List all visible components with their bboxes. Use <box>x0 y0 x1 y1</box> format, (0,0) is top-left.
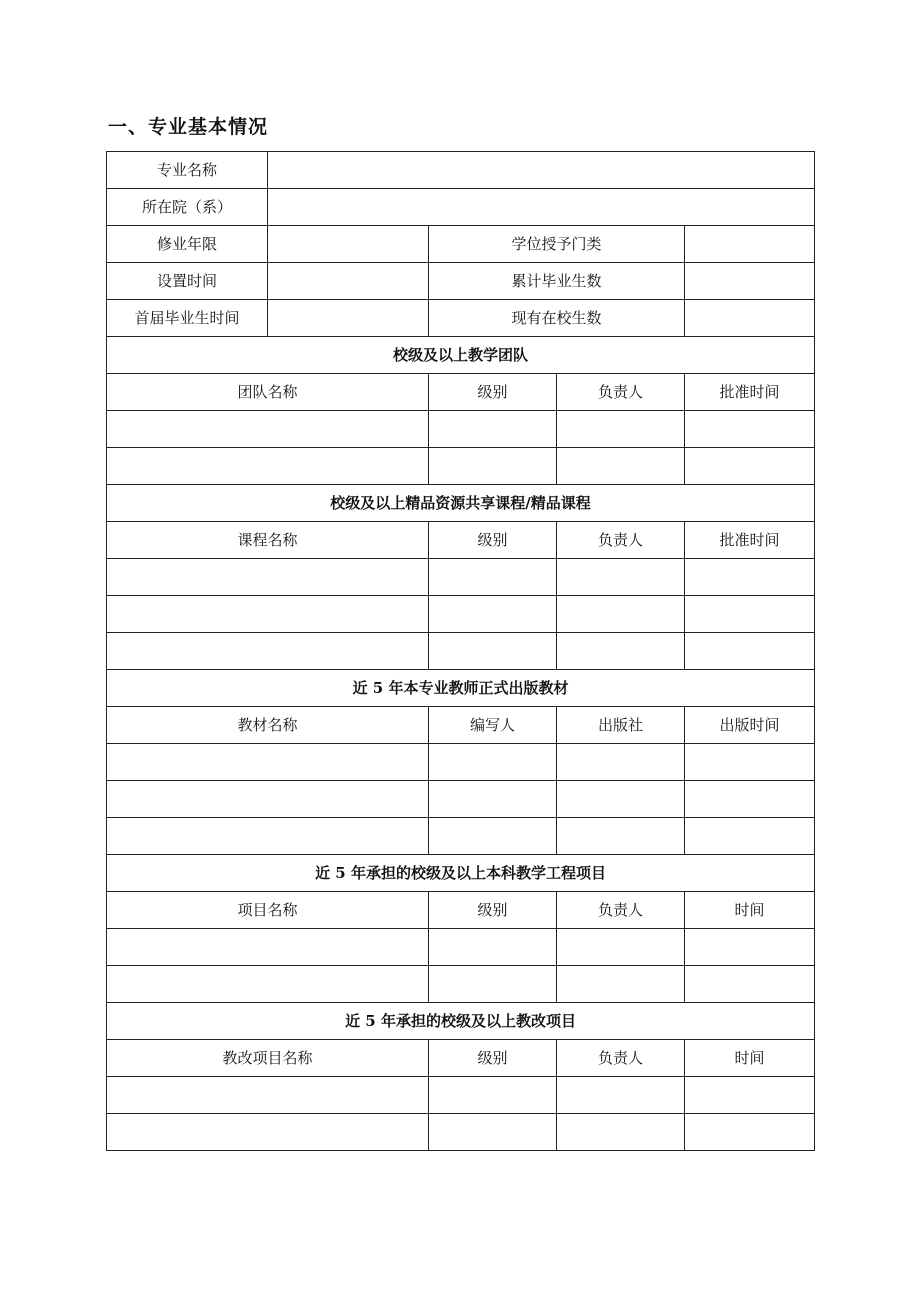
textbook-date-cell[interactable] <box>685 781 815 818</box>
course-leader-cell[interactable] <box>557 633 685 670</box>
engineering-date-cell[interactable] <box>685 966 815 1003</box>
table-row <box>107 596 815 633</box>
engineering-name-cell[interactable] <box>107 966 429 1003</box>
teams-col-level: 级别 <box>429 374 557 411</box>
textbook-author-cell[interactable] <box>429 744 557 781</box>
textbooks-col-date: 出版时间 <box>685 707 815 744</box>
textbook-publisher-cell[interactable] <box>557 744 685 781</box>
courses-col-leader: 负责人 <box>557 522 685 559</box>
engineering-leader-cell[interactable] <box>557 929 685 966</box>
department-label: 所在院（系） <box>107 189 268 226</box>
courses-col-date: 批准时间 <box>685 522 815 559</box>
table-row <box>107 781 815 818</box>
engineering-section-title: 近 5 年承担的校级及以上本科教学工程项目 <box>107 855 815 892</box>
textbook-name-cell[interactable] <box>107 744 429 781</box>
course-level-cell[interactable] <box>429 596 557 633</box>
reform-level-cell[interactable] <box>429 1077 557 1114</box>
reform-date-cell[interactable] <box>685 1114 815 1151</box>
row-study-years <box>107 226 815 263</box>
courses-col-level: 级别 <box>429 522 557 559</box>
teams-col-leader: 负责人 <box>557 374 685 411</box>
reform-col-date: 时间 <box>685 1040 815 1077</box>
textbook-name-cell[interactable] <box>107 818 429 855</box>
engineering-name-cell[interactable] <box>107 929 429 966</box>
course-date-cell[interactable] <box>685 596 815 633</box>
teams-header-row <box>107 374 815 411</box>
team-name-cell[interactable] <box>107 448 429 485</box>
engineering-date-cell[interactable] <box>685 929 815 966</box>
course-date-cell[interactable] <box>685 633 815 670</box>
team-leader-cell[interactable] <box>557 448 685 485</box>
courses-col-name: 课程名称 <box>107 522 429 559</box>
table-row <box>107 929 815 966</box>
first-graduates-time-field[interactable] <box>268 300 429 337</box>
row-department <box>107 189 815 226</box>
textbook-author-cell[interactable] <box>429 818 557 855</box>
teams-col-date: 批准时间 <box>685 374 815 411</box>
current-students-field[interactable] <box>685 300 815 337</box>
major-info-table <box>106 151 815 1151</box>
courses-title-row <box>107 485 815 522</box>
department-field[interactable] <box>268 189 815 226</box>
teams-col-name: 团队名称 <box>107 374 429 411</box>
reform-col-level: 级别 <box>429 1040 557 1077</box>
table-row <box>107 1077 815 1114</box>
table-row <box>107 559 815 596</box>
table-row <box>107 633 815 670</box>
teams-section-title: 校级及以上教学团队 <box>107 337 815 374</box>
setup-time-label: 设置时间 <box>107 263 268 300</box>
engineering-level-cell[interactable] <box>429 966 557 1003</box>
textbooks-header-row <box>107 707 815 744</box>
teams-title-row <box>107 337 815 374</box>
row-setup-time <box>107 263 815 300</box>
textbooks-title-row <box>107 670 815 707</box>
degree-category-field[interactable] <box>685 226 815 263</box>
reform-col-leader: 负责人 <box>557 1040 685 1077</box>
engineering-col-leader: 负责人 <box>557 892 685 929</box>
team-date-cell[interactable] <box>685 411 815 448</box>
reform-leader-cell[interactable] <box>557 1077 685 1114</box>
degree-category-label: 学位授予门类 <box>429 226 685 263</box>
table-row <box>107 744 815 781</box>
reform-title-row <box>107 1003 815 1040</box>
reform-header-row <box>107 1040 815 1077</box>
reform-leader-cell[interactable] <box>557 1114 685 1151</box>
team-date-cell[interactable] <box>685 448 815 485</box>
textbook-publisher-cell[interactable] <box>557 781 685 818</box>
major-name-field[interactable] <box>268 152 815 189</box>
table-row <box>107 448 815 485</box>
engineering-level-cell[interactable] <box>429 929 557 966</box>
textbooks-section-title: 近 5 年本专业教师正式出版教材 <box>107 670 815 707</box>
team-level-cell[interactable] <box>429 411 557 448</box>
reform-section-title: 近 5 年承担的校级及以上教改项目 <box>107 1003 815 1040</box>
study-years-label: 修业年限 <box>107 226 268 263</box>
reform-name-cell[interactable] <box>107 1077 429 1114</box>
reform-col-name: 教改项目名称 <box>107 1040 429 1077</box>
first-graduates-time-label: 首届毕业生时间 <box>107 300 268 337</box>
engineering-col-level: 级别 <box>429 892 557 929</box>
team-level-cell[interactable] <box>429 448 557 485</box>
row-major-name <box>107 152 815 189</box>
major-name-label: 专业名称 <box>107 152 268 189</box>
team-name-cell[interactable] <box>107 411 429 448</box>
table-row <box>107 411 815 448</box>
textbooks-col-publisher: 出版社 <box>557 707 685 744</box>
table-row <box>107 966 815 1003</box>
engineering-leader-cell[interactable] <box>557 966 685 1003</box>
course-name-cell[interactable] <box>107 633 429 670</box>
table-row <box>107 1114 815 1151</box>
total-graduates-field[interactable] <box>685 263 815 300</box>
textbooks-col-name: 教材名称 <box>107 707 429 744</box>
total-graduates-label: 累计毕业生数 <box>429 263 685 300</box>
course-level-cell[interactable] <box>429 559 557 596</box>
textbook-author-cell[interactable] <box>429 781 557 818</box>
reform-name-cell[interactable] <box>107 1114 429 1151</box>
courses-header-row <box>107 522 815 559</box>
reform-level-cell[interactable] <box>429 1114 557 1151</box>
engineering-col-date: 时间 <box>685 892 815 929</box>
textbook-name-cell[interactable] <box>107 781 429 818</box>
textbooks-col-author: 编写人 <box>429 707 557 744</box>
team-leader-cell[interactable] <box>557 411 685 448</box>
section-heading: 一、专业基本情况 <box>108 116 269 138</box>
courses-section-title: 校级及以上精品资源共享课程/精品课程 <box>107 485 815 522</box>
setup-time-field[interactable] <box>268 263 429 300</box>
course-leader-cell[interactable] <box>557 596 685 633</box>
course-name-cell[interactable] <box>107 559 429 596</box>
current-students-label: 现有在校生数 <box>429 300 685 337</box>
course-name-cell[interactable] <box>107 596 429 633</box>
course-level-cell[interactable] <box>429 633 557 670</box>
textbook-date-cell[interactable] <box>685 818 815 855</box>
table-row <box>107 818 815 855</box>
engineering-header-row <box>107 892 815 929</box>
row-first-graduates <box>107 300 815 337</box>
textbook-publisher-cell[interactable] <box>557 818 685 855</box>
engineering-title-row <box>107 855 815 892</box>
textbook-date-cell[interactable] <box>685 744 815 781</box>
study-years-field[interactable] <box>268 226 429 263</box>
course-leader-cell[interactable] <box>557 559 685 596</box>
engineering-col-name: 项目名称 <box>107 892 429 929</box>
course-date-cell[interactable] <box>685 559 815 596</box>
reform-date-cell[interactable] <box>685 1077 815 1114</box>
